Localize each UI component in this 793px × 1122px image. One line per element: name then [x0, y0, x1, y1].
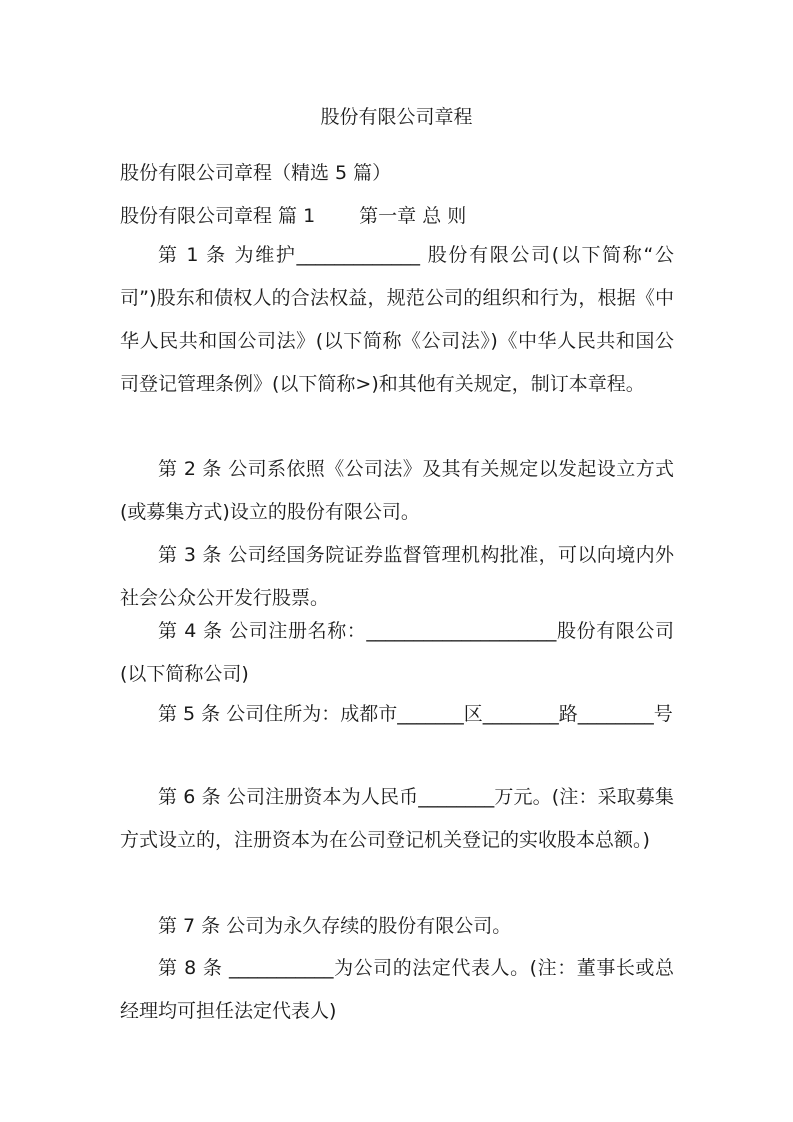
article-3: 第 3 条 公司经国务院证券监督管理机构批准，可以向境内外社会公众公开发行股票。: [120, 544, 674, 609]
article-1: 第 1 条 为维护_____________ 股份有限公司(以下简称“公司”)股东和债权人的合法权益，规范公司的组织和行为，根据《中华人民共和国公司法》(以下简称《公司法》)《中华人民共和国公司登记管理条例》(以下简称>)和其他有关规定，制订本章程。: [120, 244, 674, 395]
article-8: 第 8 条 ___________为公司的法定代表人。(注：董事长或总经理均可担任法定代表人): [120, 957, 674, 1022]
article-6: 第 6 条 公司注册资本为人民币________万元。(注：采取募集方式设立的，注册资本为在公司登记机关登记的实收股本总额。): [120, 786, 674, 851]
section-heading: [120, 203, 466, 229]
article-7: 第 7 条 公司为永久存续的股份有限公司。: [158, 915, 512, 937]
part-heading: 股份有限公司章程 篇 1: [120, 205, 316, 227]
article-4: 第 4 条 公司注册名称：____________________股份有限公司(以下简称公司): [120, 620, 674, 685]
article-2: 第 2 条 公司系依照《公司法》及其有关规定以发起设立方式(或募集方式)设立的股份有限公司。: [120, 458, 674, 523]
document-title: 股份有限公司章程: [320, 106, 473, 128]
article-5: 第 5 条 公司住所为：成都市_______区________路________号: [158, 703, 673, 725]
chapter-heading: 第一章 总 则: [359, 205, 467, 227]
document-subtitle: 股份有限公司章程（精选 5 篇）: [120, 162, 392, 184]
